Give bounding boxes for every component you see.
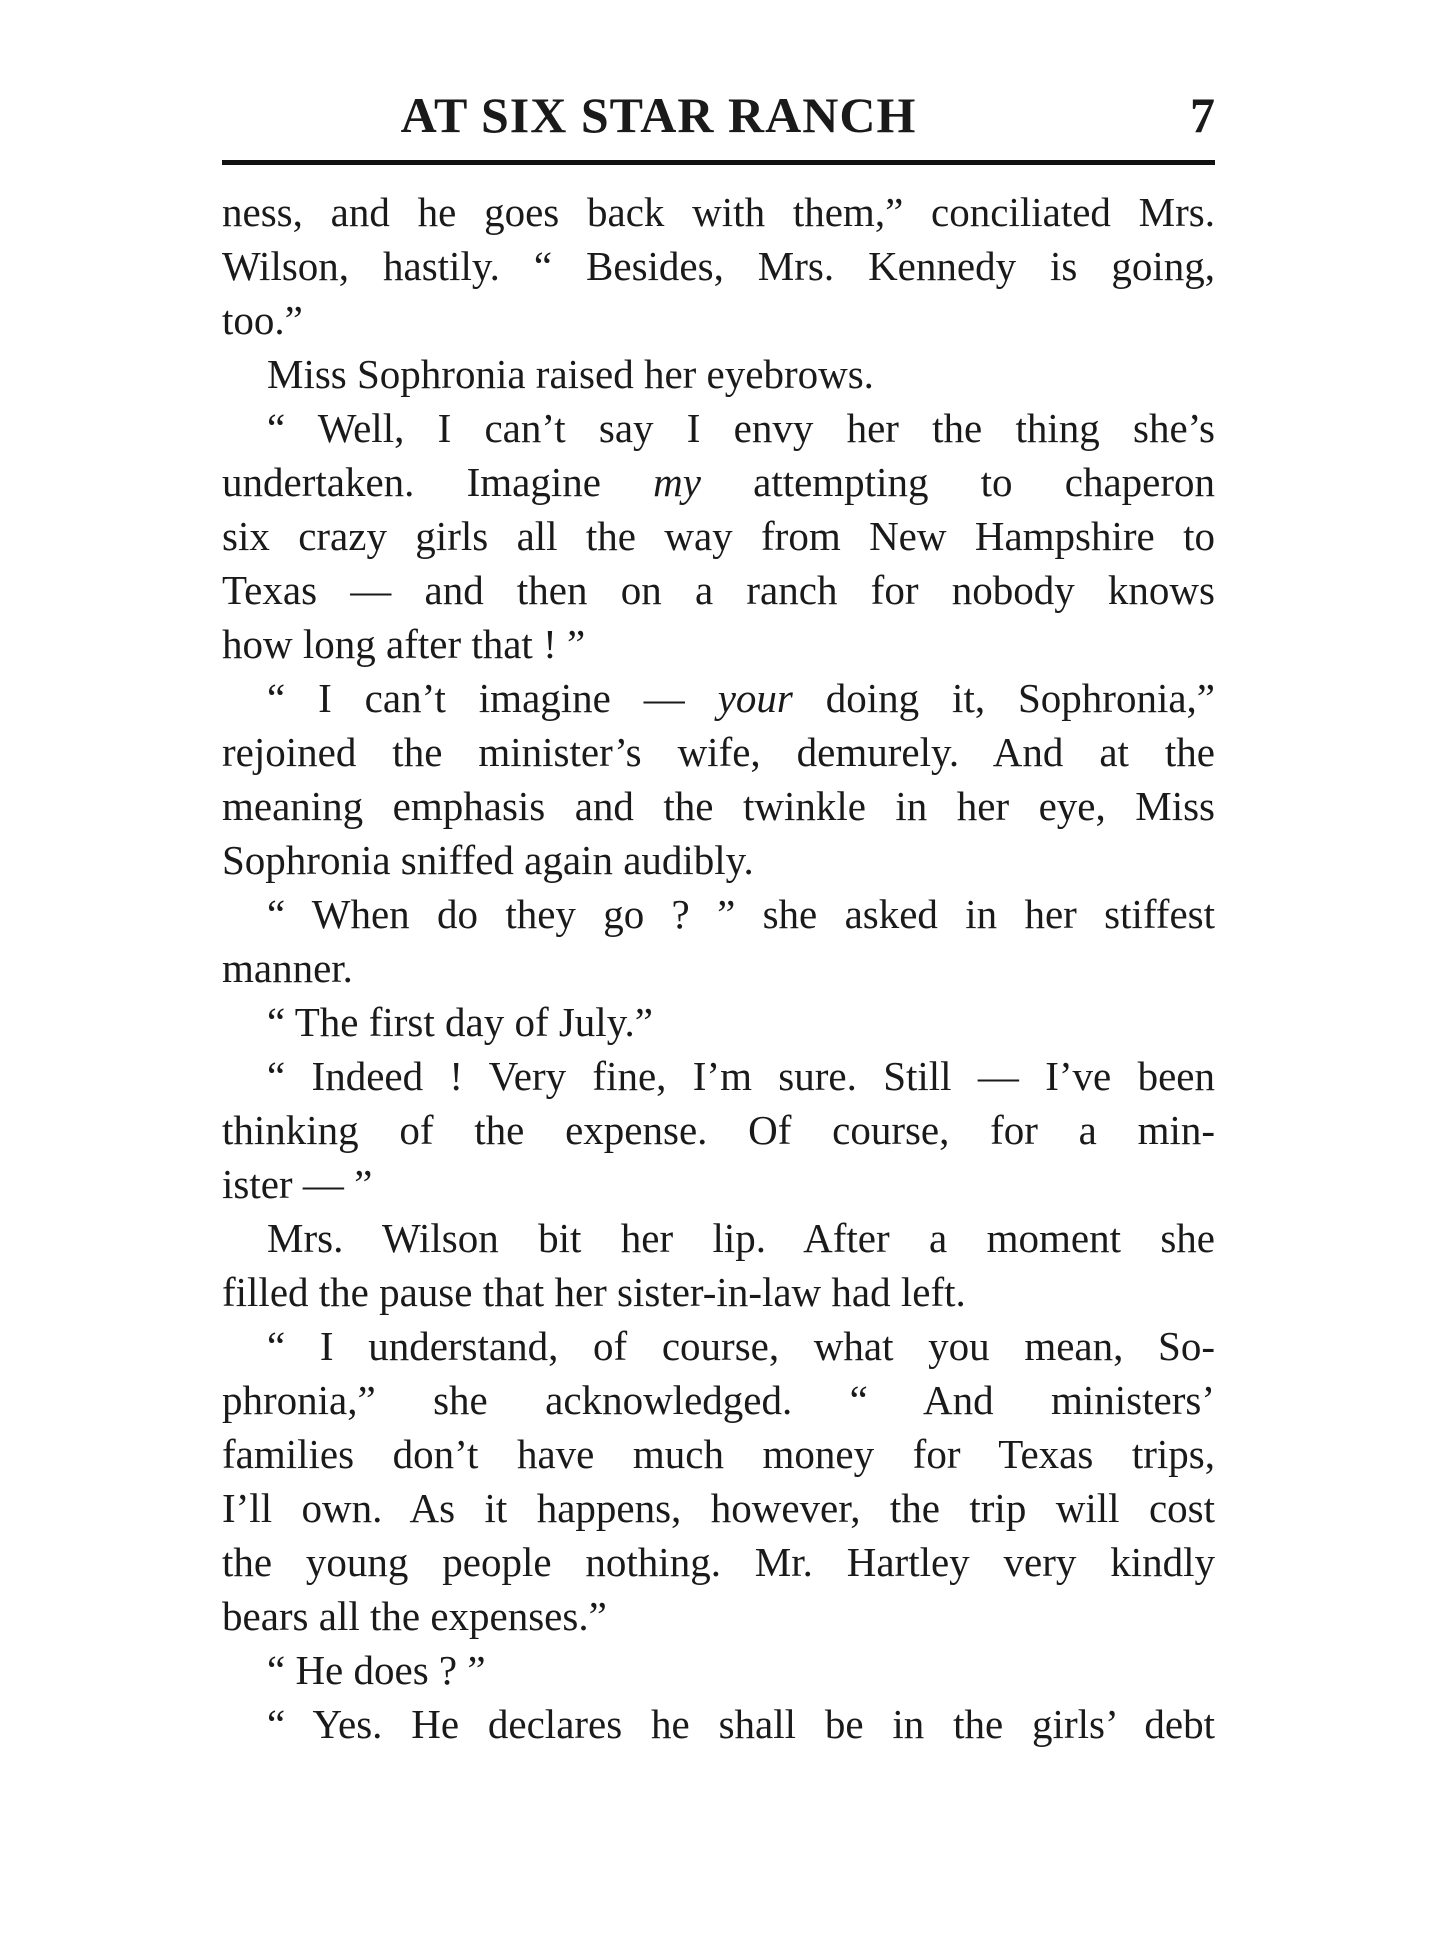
running-title: AT SIX STAR RANCH [400,87,917,143]
page-number: 7 [1190,87,1215,143]
text-line: Mrs. Wilson bit her lip. After a moment she [267,1215,1215,1261]
text-line: I’ll own. As it happens, however, the trip will cost [222,1485,1215,1531]
text-segment: “ I can’t imagine — [267,675,718,721]
text-segment: attempting to chaperon [700,459,1215,505]
text-line: bears all the expenses.” [222,1593,607,1639]
text-segment: undertaken. Imagine [222,459,654,505]
text-line: “ Well, I can’t say I envy her the thing she’s [267,405,1215,451]
text-line: ness, and he goes back with them,” conciliated Mrs. [222,189,1215,235]
text-line: Wilson, hastily. “ Besides, Mrs. Kennedy is going, [222,243,1215,289]
text-line: Texas — and then on a ranch for nobody knows [222,567,1215,613]
text-line: Miss Sophronia raised her eyebrows. [267,351,874,397]
text-line: “ The first day of July.” [267,999,653,1045]
text-line: phronia,” she acknowledged. “ And ministers’ [222,1377,1215,1423]
text-line: “ Indeed ! Very fine, I’m sure. Still — I’ve been [267,1053,1215,1099]
text-line: too.” [222,297,303,343]
text-line: thinking of the expense. Of course, for a min- [222,1107,1215,1153]
text-line: families don’t have much money for Texas trips, [222,1431,1215,1477]
text-line: Sophronia sniffed again audibly. [222,837,754,883]
header-rule [222,160,1215,165]
text-line: ister — ” [222,1161,373,1207]
text-line: “ Yes. He declares he shall be in the girls’ debt [267,1701,1215,1747]
text-line: “ He does ? ” [267,1647,486,1693]
body-text [222,185,1215,1751]
text-line: filled the pause that her sister-in-law had left. [222,1269,966,1315]
text-line: “ When do they go ? ” she asked in her stiffest [267,891,1215,937]
italic-emphasis: my [653,459,701,505]
text-line: rejoined the minister’s wife, demurely. And at the [222,729,1215,775]
text-line: meaning emphasis and the twinkle in her eye, Miss [222,783,1215,829]
text-line: how long after that ! ” [222,621,586,667]
text-segment: doing it, Sophronia,” [792,675,1215,721]
text-line [222,671,1215,725]
text-line [222,455,1215,509]
italic-emphasis: your [717,675,793,721]
running-head [222,85,1215,145]
text-line: “ I understand, of course, what you mean, So- [267,1323,1215,1369]
text-line: the young people nothing. Mr. Hartley very kindly [222,1539,1215,1585]
text-line: six crazy girls all the way from New Hampshire to [222,513,1215,559]
text-line: manner. [222,945,353,991]
